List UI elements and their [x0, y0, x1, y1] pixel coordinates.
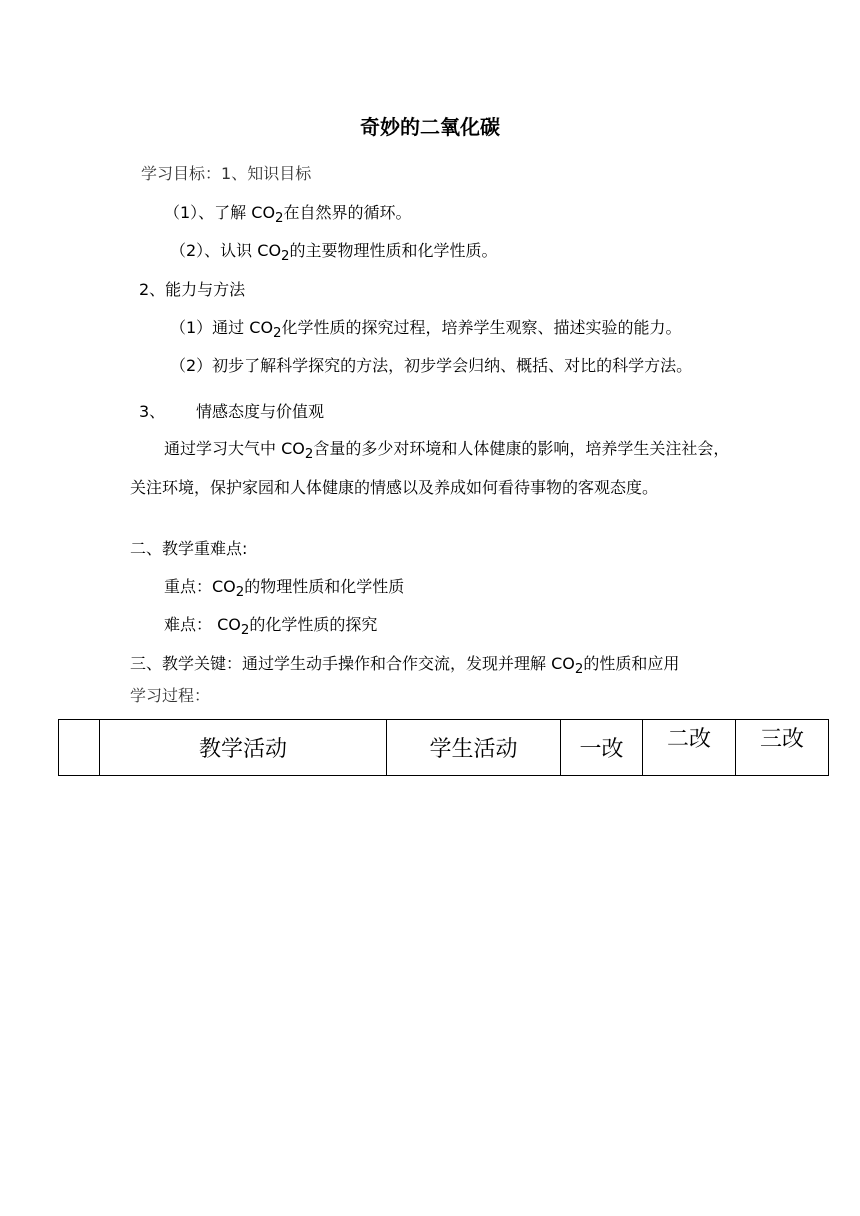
- focus-rest: 的物理性质和化学性质: [244, 577, 405, 596]
- table-header-row: [59, 720, 829, 776]
- knowledge-item-2: [170, 241, 498, 267]
- difficulty-text: 难点： CO: [164, 615, 241, 634]
- table-header-cell: 一改: [561, 720, 643, 776]
- knowledge-item-2-text: （2）、认识 CO: [170, 241, 282, 260]
- ability-item-1-text: （1）通过 CO: [170, 318, 274, 337]
- subscript: 2: [240, 623, 250, 639]
- subscript: 2: [235, 585, 245, 601]
- emotion-paragraph-text: 通过学习大气中 CO: [164, 439, 305, 458]
- subscript: 2: [273, 326, 282, 342]
- emotion-number: 3、: [139, 402, 166, 421]
- subscript: 2: [281, 249, 290, 265]
- knowledge-item-2-rest: 的主要物理性质和化学性质。: [289, 241, 498, 260]
- objectives-line: [141, 164, 311, 184]
- focus-line: [164, 577, 404, 603]
- objectives-label: 学习目标：: [141, 164, 222, 183]
- document-title: 奇妙的二氧化碳: [360, 115, 500, 139]
- emotion-paragraph-rest: 含量的多少对环境和人体健康的影响，培养学生关注社会，关注环境，保护家园和人体健康的情感以及养成如何看待事物的客观态度。: [130, 439, 730, 498]
- difficulty-line: [164, 615, 377, 641]
- focus-text: 重点：CO: [164, 577, 236, 596]
- key-line-rest: 的性质和应用: [583, 654, 680, 673]
- subscript: 2: [275, 211, 284, 227]
- knowledge-item-1-text: （1）、了解 CO: [164, 203, 276, 222]
- difficulty-rest: 的化学性质的探究: [249, 615, 378, 634]
- knowledge-item-1: [164, 203, 412, 229]
- activity-table: [58, 719, 829, 776]
- subscript: 2: [304, 447, 314, 463]
- emotion-heading: 情感态度与价值观: [196, 402, 325, 421]
- ability-item-1: [170, 318, 682, 344]
- key-line-text: 三、教学关键：通过学生动手操作和合作交流，发现并理解 CO: [130, 654, 575, 673]
- subscript: 2: [574, 662, 584, 678]
- ability-item-2: （2）初步了解科学探究的方法，初步学会归纳、概括、对比的科学方法。: [170, 356, 693, 375]
- key-points-heading: 二、教学重难点:: [130, 539, 248, 558]
- ability-item-1-rest: 化学性质的探究过程，培养学生观察、描述实验的能力。: [281, 318, 682, 337]
- process-label: 学习过程：: [130, 686, 211, 705]
- knowledge-heading: 1、知识目标: [221, 164, 312, 183]
- table-header-cell: 二改: [643, 720, 736, 776]
- table-header-cell: 三改: [736, 720, 829, 776]
- key-line: [130, 654, 679, 680]
- table-header-cell: 学生活动: [387, 720, 561, 776]
- ability-heading: 2、能力与方法: [139, 280, 246, 299]
- knowledge-item-1-rest: 在自然界的循环。: [283, 203, 412, 222]
- table-header-cell: 教学活动: [100, 720, 387, 776]
- emotion-paragraph: [130, 432, 730, 504]
- table-header-cell: [59, 720, 100, 776]
